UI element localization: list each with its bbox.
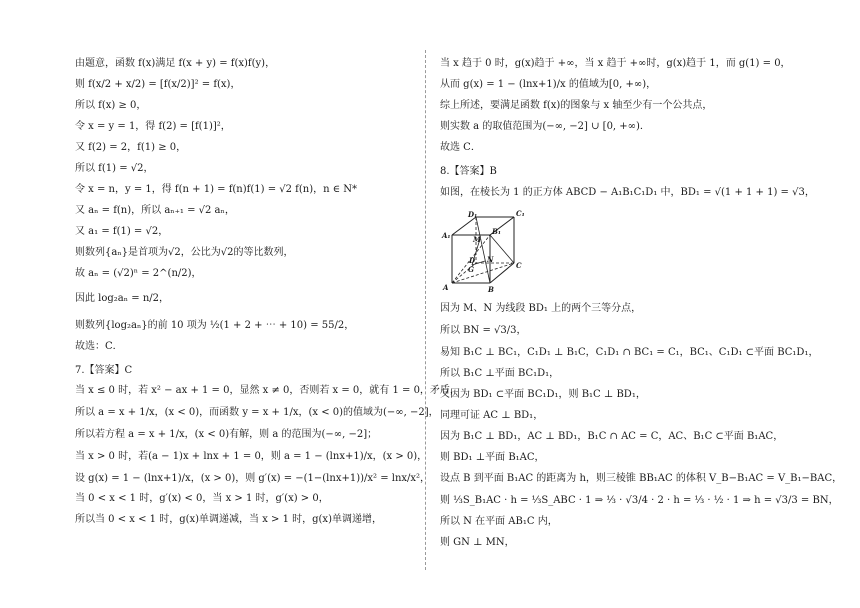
right-top-line: 从而 g(x) = 1 − (lnx+1)/x 的值域为[0, +∞)，	[440, 79, 657, 90]
left-line: 因此 log₂aₙ = n/2，	[75, 293, 170, 304]
column-divider	[425, 50, 426, 570]
right-bottom-line: 易知 B₁C ⊥ BC₁，C₁D₁ ⊥ B₁C，C₁D₁ ∩ BC₁ = C₁，BC₁、C₁D₁ ⊂平面 BC₁D₁，	[440, 347, 819, 358]
right-top-line: 则实数 a 的取值范围为(−∞, −2] ∪ [0, +∞)．	[440, 121, 650, 132]
right-column-top-text	[440, 58, 815, 199]
left-line: 当 x > 0 时，若(a − 1)x + lnx + 1 = 0，则 a = 1 − (lnx+1)/x，(x > 0)，	[75, 451, 428, 462]
label-g: G	[468, 265, 474, 274]
left-line: 则数列{aₙ}是首项为√2，公比为√2的等比数列，	[75, 247, 294, 258]
left-line: 又 f(2) = 2，f(1) ≥ 0，	[75, 142, 187, 153]
left-line: 所以当 0 < x < 1 时，g(x)单调递减，当 x > 1 时，g(x)单调递增，	[75, 514, 382, 525]
label-n: N	[487, 255, 494, 264]
label-a: A	[443, 283, 449, 292]
label-c1: C₁	[516, 209, 525, 218]
label-d1: D₁	[468, 210, 478, 219]
left-line: 令 x = n，y = 1，得 f(n + 1) = f(n)f(1) = √2 f(n)，n ∈ N*	[75, 184, 358, 195]
diagonal-ac	[452, 263, 514, 283]
label-b: B	[488, 285, 494, 294]
right-bottom-line: 则 GN ⊥ MN，	[440, 537, 515, 548]
left-line: 所以 f(x) ≥ 0，	[75, 100, 147, 111]
right-bottom-line: 所以 BN = √3/3，	[440, 325, 527, 336]
cube-figure	[442, 205, 532, 295]
left-line: 当 0 < x < 1 时，g′(x) < 0，当 x > 1 时，g′(x) > 0，	[75, 493, 329, 504]
label-d: D	[469, 256, 476, 265]
right-bottom-line: 则 BD₁ ⊥平面 B₁AC，	[440, 452, 545, 463]
left-line: 则数列{log₂aₙ}的前 10 项为 ½(1 + 2 + ⋯ + 10) = 55/2，	[75, 320, 355, 331]
right-top-line: 综上所述，要满足函数 f(x)的图象与 x 轴至少有一个公共点，	[440, 100, 713, 111]
right-bottom-line: 又因为 BD₁ ⊂平面 BC₁D₁，则 B₁C ⊥ BD₁，	[440, 389, 646, 400]
left-line: 又 aₙ = f(n)，所以 aₙ₊₁ = √2 aₙ，	[75, 205, 235, 216]
left-line: 则 f(x/2 + x/2) = [f(x/2)]² = f(x)，	[75, 79, 241, 90]
right-bottom-line: 则 ⅓S_B₁AC · h = ⅓S_ABC · 1 ⇒ ⅓ · √3/4 · 2 · h = ⅓ · ½ · 1 ⇒ h = √3/3 = BN，	[440, 495, 839, 506]
right-top-line: 8.【答案】B	[440, 166, 497, 177]
left-line: 故选：C．	[75, 341, 123, 352]
right-bottom-line: 同理可证 AC ⊥ BD₁，	[440, 410, 544, 421]
left-line: 又 a₁ = f(1) = √2，	[75, 226, 169, 237]
right-bottom-line: 所以 N 在平面 AB₁C 内，	[440, 516, 558, 527]
right-bottom-line: 所以 B₁C ⊥平面 BC₁D₁，	[440, 368, 560, 379]
right-column-bottom-text	[440, 303, 843, 549]
left-line: 令 x = y = 1，得 f(2) = [f(1)]²，	[75, 121, 231, 132]
left-line: 所以若方程 a = x + 1/x，(x < 0)有解，则 a 的范围为(−∞, −2]；	[75, 429, 378, 440]
left-line: 由题意，函数 f(x)满足 f(x + y) = f(x)f(y)，	[75, 58, 276, 69]
right-bottom-line: 设点 B 到平面 B₁AC 的距离为 h，则三棱锥 BB₁AC 的体积 V_B−B₁AC = V_B₁−BAC，	[440, 473, 843, 484]
label-m: M	[473, 235, 481, 244]
label-b1: B₁	[492, 227, 501, 236]
left-line: 当 x ≤ 0 时，若 x² − ax + 1 = 0，显然 x ≠ 0，否则若 x = 0，就有 1 = 0，矛盾，	[75, 385, 460, 396]
left-line: 7.【答案】C	[75, 365, 133, 376]
right-top-line: 故选 C．	[440, 142, 481, 153]
left-line: 故 aₙ = (√2)ⁿ = 2^(n/2)，	[75, 268, 202, 279]
edge-a1d1	[452, 217, 476, 235]
cube-diagram-svg	[442, 205, 532, 295]
left-line: 所以 f(1) = √2，	[75, 163, 154, 174]
diagonal-b1c	[490, 235, 514, 263]
label-c: C	[516, 261, 522, 270]
right-bottom-line: 因为 B₁C ⊥ BD₁，AC ⊥ BD₁，B₁C ∩ AC = C，AC、B₁C ⊂平面 B₁AC，	[440, 431, 784, 442]
label-a1: A₁	[442, 231, 451, 240]
edge-bc	[490, 263, 514, 283]
left-line: 设 g(x) = 1 − (lnx+1)/x，(x > 0)，则 g′(x) = −(1−(lnx+1))/x² = lnx/x²，	[75, 473, 431, 484]
right-bottom-line: 因为 M、N 为线段 BD₁ 上的两个三等分点，	[440, 303, 642, 314]
right-top-line: 如图，在棱长为 1 的正方体 ABCD − A₁B₁C₁D₁ 中，BD₁ = √(1 + 1 + 1) = √3，	[440, 187, 815, 198]
right-column	[440, 58, 843, 549]
right-top-line: 当 x 趋于 0 时，g(x)趋于 +∞，当 x 趋于 +∞时，g(x)趋于 1，而 g(1) = 0，	[440, 58, 791, 69]
left-line: 所以 a = x + 1/x，(x < 0)，而函数 y = x + 1/x，(x < 0)的值域为(−∞, −2]，	[75, 407, 439, 418]
left-column	[75, 58, 460, 526]
